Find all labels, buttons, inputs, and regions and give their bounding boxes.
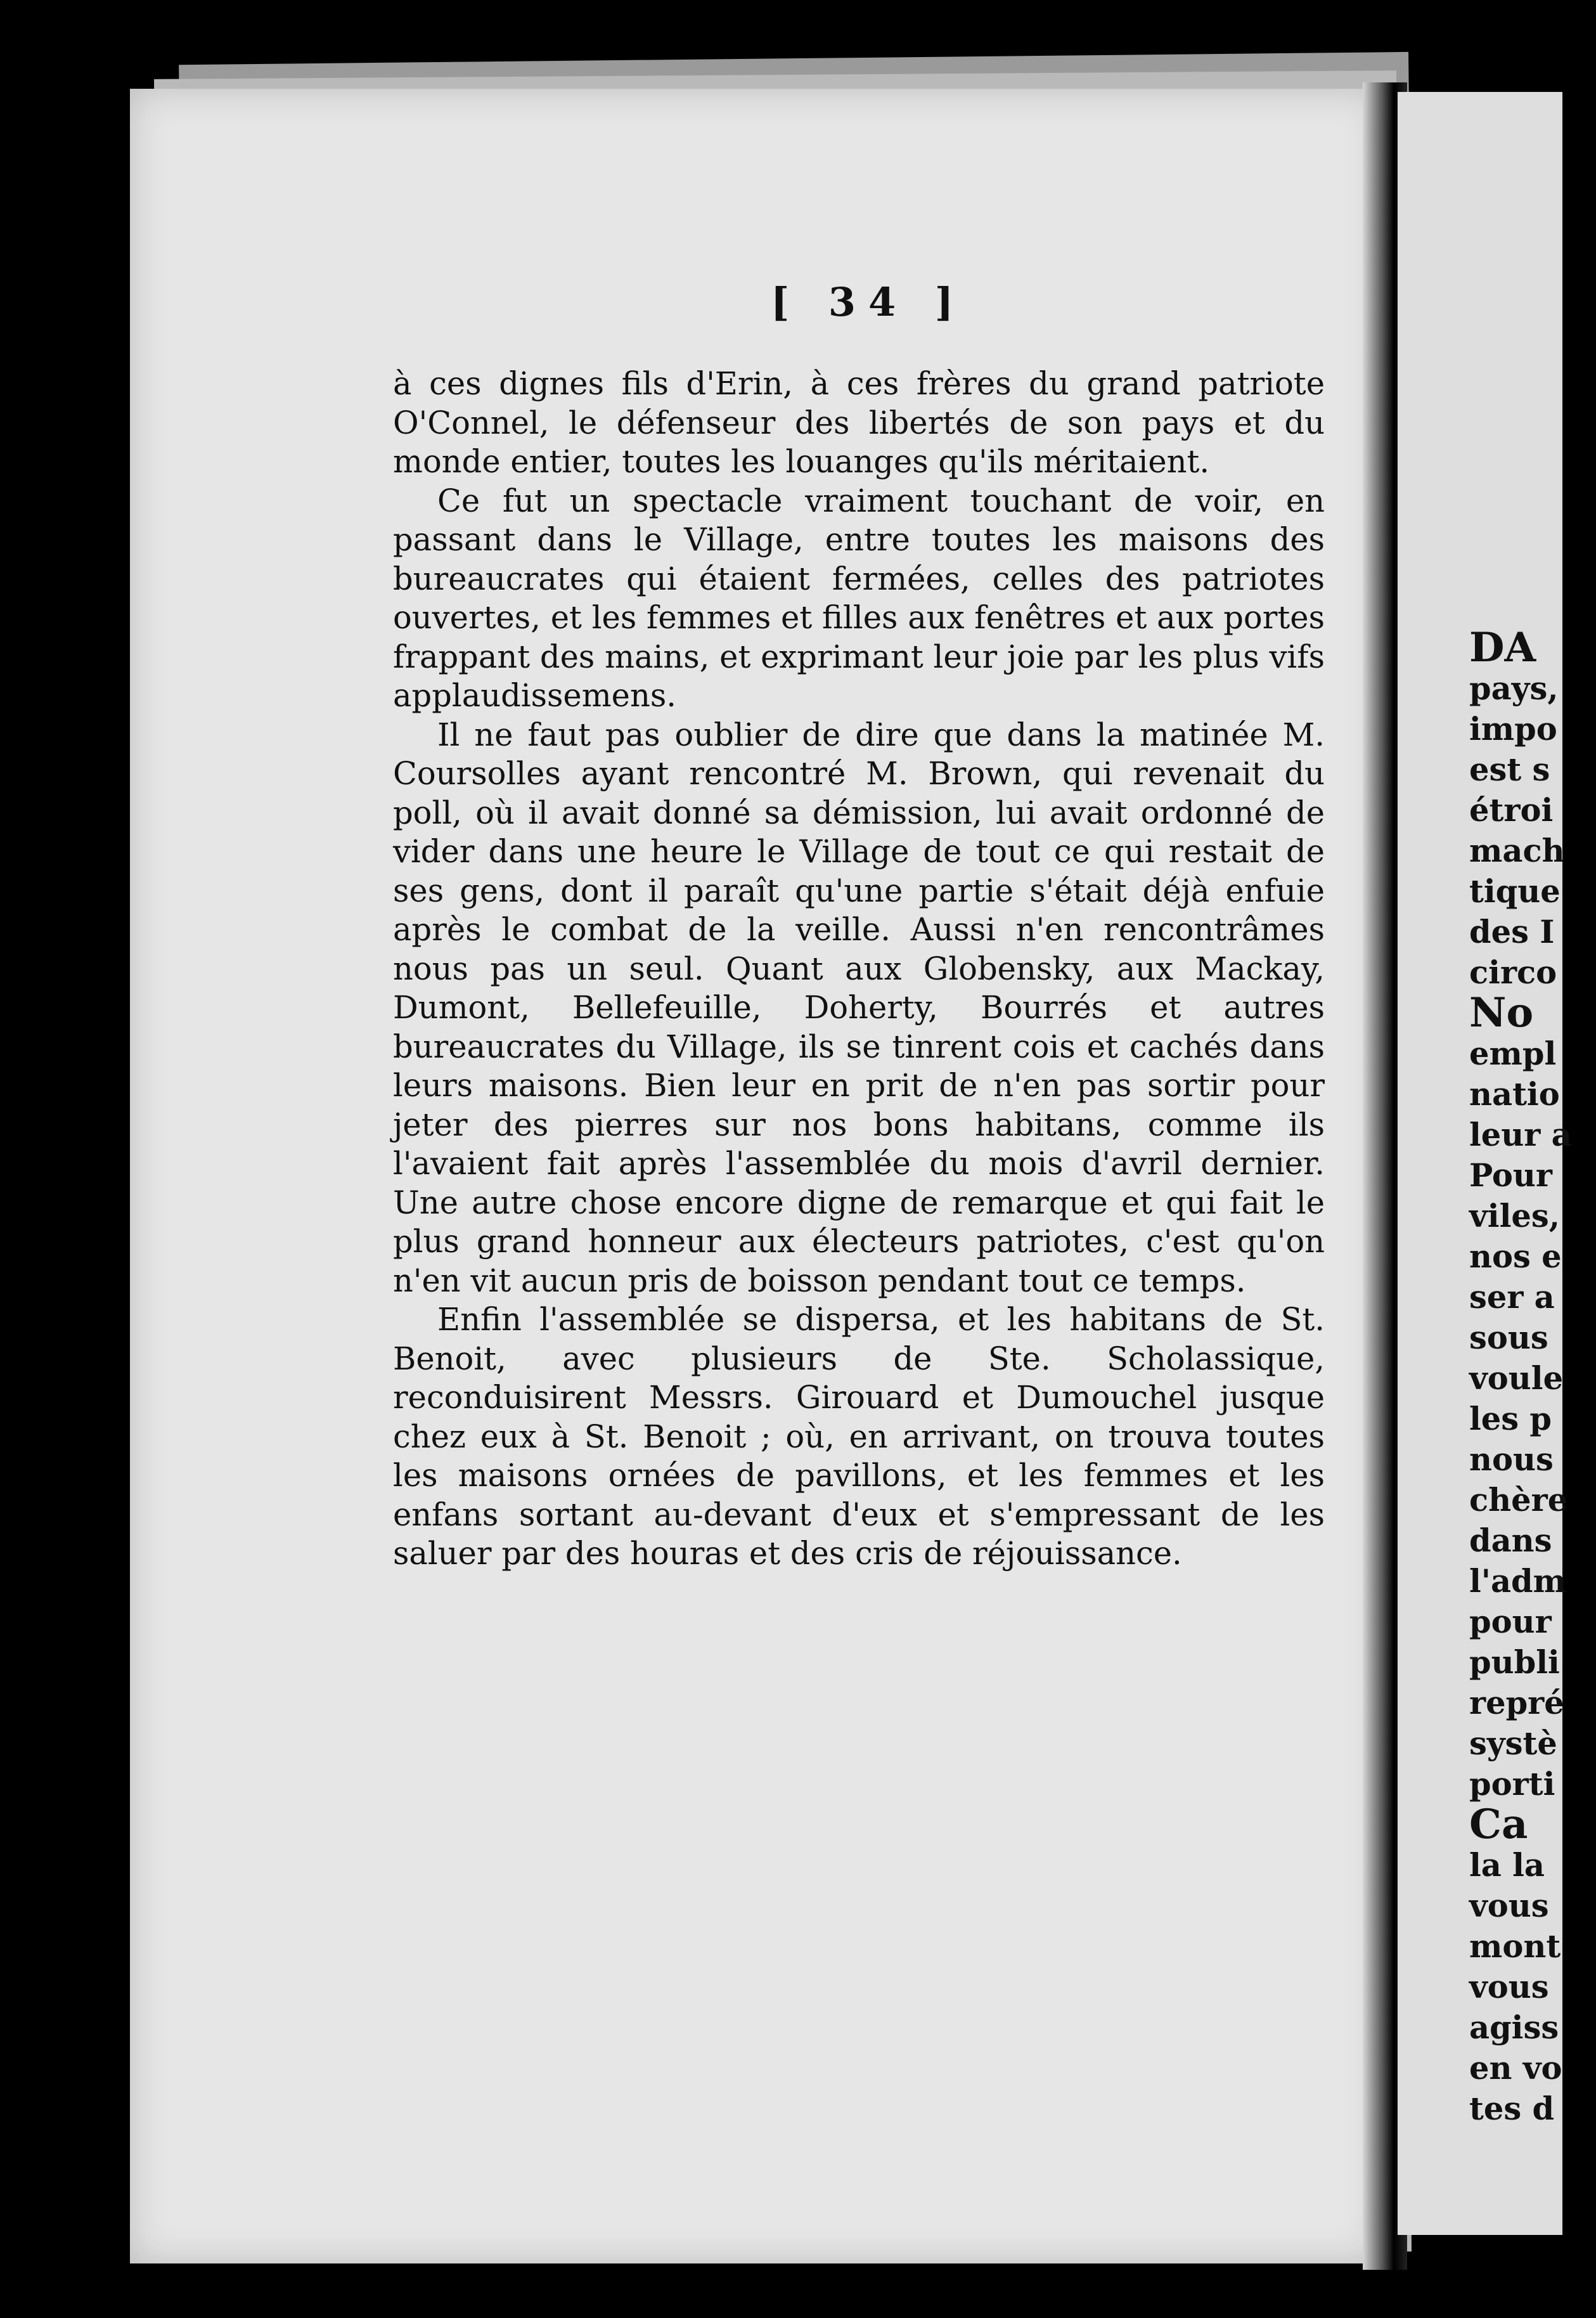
- fragment-line: tique: [1469, 873, 1561, 910]
- fragment-line: pays,: [1469, 670, 1559, 707]
- facing-page-text: [1469, 624, 1596, 2129]
- fragment-line: natio: [1469, 1076, 1560, 1113]
- fragment-line: Ca: [1469, 1801, 1528, 1848]
- fragment-line: Pour: [1469, 1157, 1552, 1194]
- fragment-line: viles,: [1469, 1198, 1560, 1234]
- fragment-line: vous: [1469, 1887, 1549, 1924]
- fragment-line: repré: [1469, 1685, 1564, 1721]
- fragment-line: étroi: [1469, 792, 1554, 829]
- fragment-line: tes d: [1469, 2090, 1555, 2127]
- fragment-line: nos e: [1469, 1238, 1562, 1275]
- body-text: [393, 365, 1325, 1574]
- fragment-line: empl: [1469, 1035, 1557, 1072]
- fragment-line: des I: [1469, 914, 1555, 950]
- fragment-line: sous: [1469, 1319, 1548, 1356]
- fragment-line: l'adm: [1469, 1563, 1567, 1600]
- fragment-line: No: [1469, 989, 1534, 1037]
- fragment-line: ser a: [1469, 1279, 1555, 1316]
- fragment-line: pour: [1469, 1603, 1552, 1640]
- fragment-line: est s: [1469, 751, 1550, 788]
- fragment-line: circo: [1469, 954, 1557, 991]
- fragment-line: nous: [1469, 1441, 1554, 1478]
- fragment-line: DA: [1469, 624, 1536, 671]
- fragment-line: mach: [1469, 832, 1565, 869]
- fragment-line: impo: [1469, 711, 1557, 748]
- paragraph: à ces dignes fils d'Erin, à ces frères du grand patriote O'Connel, le défenseur des libertés de son pays et du monde entier, toutes les louanges qu'ils méritaient.: [393, 365, 1325, 480]
- fragment-line: chère: [1469, 1482, 1568, 1518]
- fragment-line: porti: [1469, 1766, 1555, 1803]
- fragment-line: leur a: [1469, 1117, 1572, 1153]
- fragment-line: publi: [1469, 1644, 1560, 1681]
- fragment-line: systè: [1469, 1725, 1557, 1762]
- page-number: [ 34 ]: [770, 279, 967, 325]
- fragment-line: voule: [1469, 1360, 1564, 1397]
- fragment-line: agiss: [1469, 2009, 1559, 2046]
- fragment-line: en vo: [1469, 2050, 1562, 2087]
- fragment-line: vous: [1469, 1969, 1549, 2005]
- paragraph: Ce fut un spectacle vraiment touchant de voir, en passant dans le Village, entre toutes les maisons des bureaucrates qui étaient fermées, celles des patriotes ouvertes, et les femmes et filles aux fenêtres et aux portes frappant des mains, et exprimant leur joie par les plus vifs applaudissemens.: [393, 482, 1325, 714]
- paragraph: Il ne faut pas oublier de dire que dans la matinée M. Coursolles ayant rencontré M. Brown, qui revenait du poll, où il avait donné sa démission, lui avait ordonné de vider dans une heure le Village de tout ce qui restait de ses gens, dont il paraît qu'une partie s'était déjà enfuie après le combat de la veille. Aussi n'en rencontrâmes nous pas un seul. Quant aux Globensky, aux Mackay, Dumont, Bellefeuille, Doherty, Bourrés et autres bureaucrates du Village, ils se tinrent cois et cachés dans leurs maisons. Bien leur en prit de n'en pas sortir pour jeter des pierres sur nos bons habitans, comme ils l'avaient fait après l'assemblée du mois d'avril dernier. Une autre chose encore digne de remarque et qui fait le plus grand honneur aux électeurs patriotes, c'est qu'on n'en vit aucun pris de boisson pendant tout ce temps.: [393, 716, 1325, 1299]
- paragraph: Enfin l'assemblée se dispersa, et les habitans de St. Benoit, avec plusieurs de Ste. Scholassique, reconduisirent Messrs. Girouard et Dumouchel jusque chez eux à St. Benoit ; où, en arrivant, on trouva toutes les maisons ornées de pavillons, et les femmes et les enfans sortant au-devant d'eux et s'empressant de les saluer par des houras et des cris de réjouissance.: [393, 1301, 1325, 1572]
- fragment-line: dans: [1469, 1522, 1552, 1559]
- fragment-line: mont: [1469, 1928, 1561, 1965]
- fragment-line: la la: [1469, 1847, 1545, 1884]
- fragment-line: les p: [1469, 1401, 1552, 1437]
